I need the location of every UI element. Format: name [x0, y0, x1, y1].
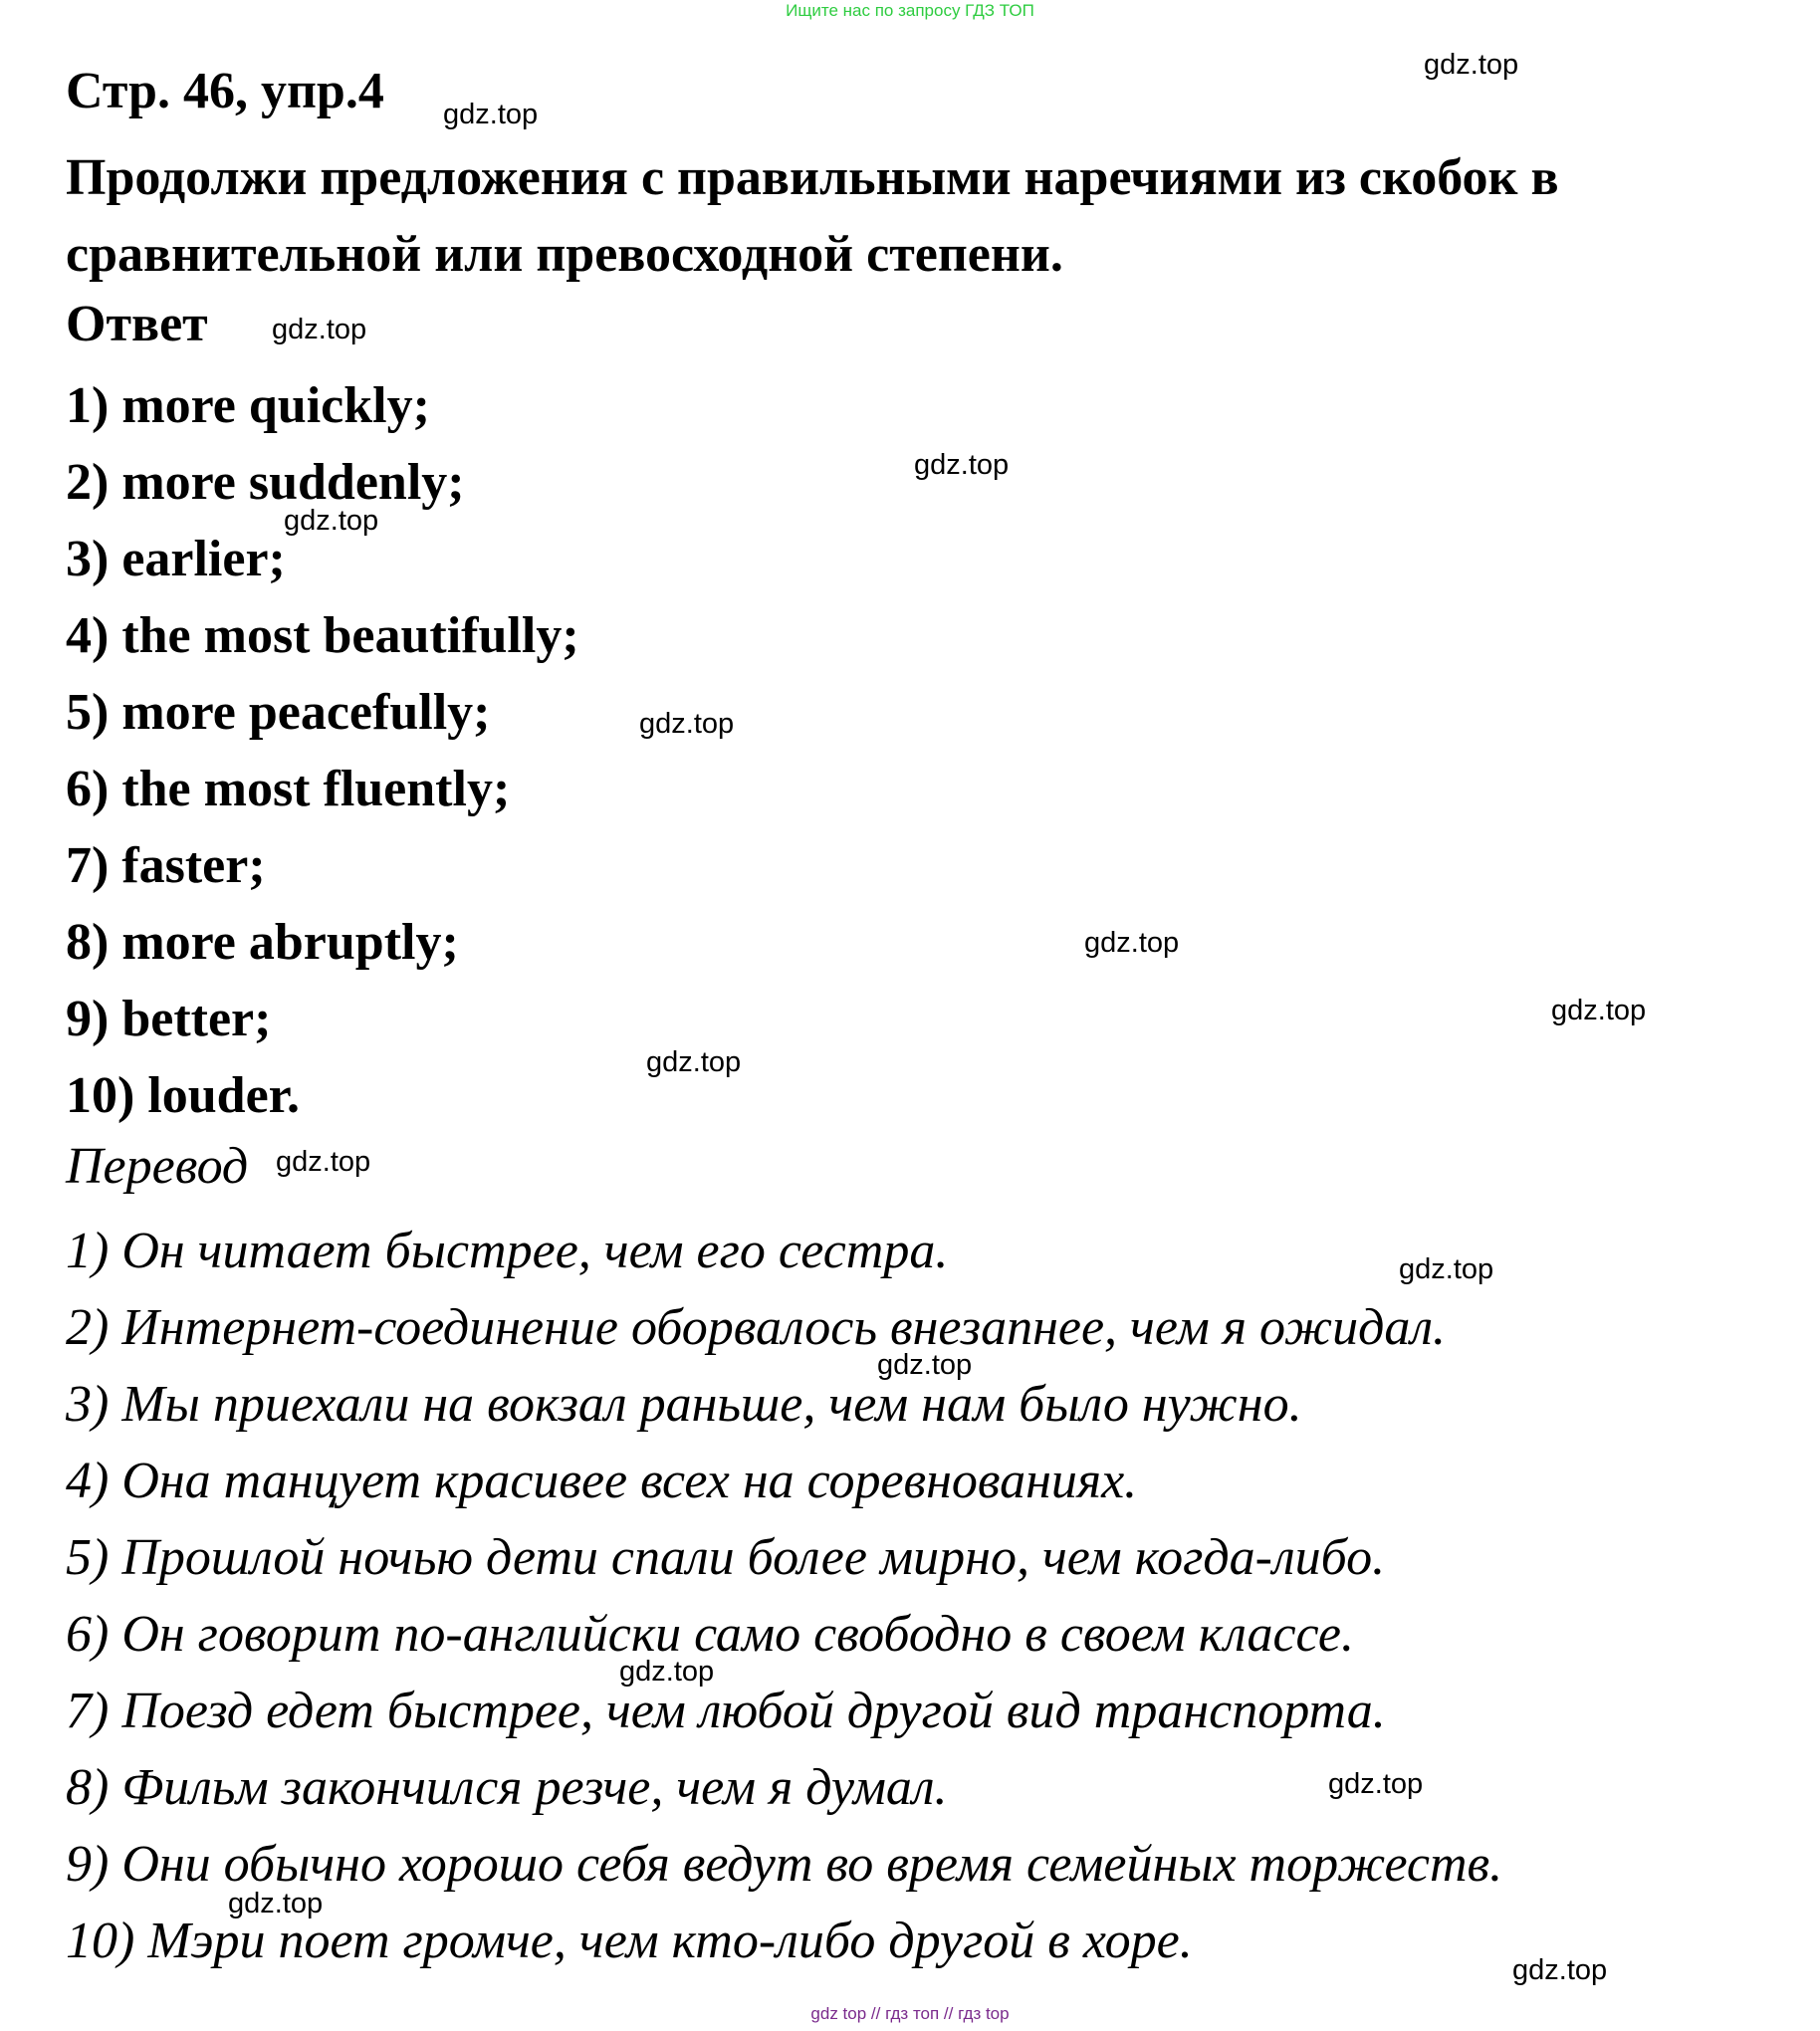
translation-item: 9) Они обычно хорошо себя ведут во время семейных торжеств. — [66, 1836, 1503, 1893]
watermark: gdz.top — [1551, 995, 1647, 1026]
watermark: gdz.top — [1424, 49, 1519, 81]
task-instruction: Продолжи предложения с правильными наречиями из скобок в сравнительной или превосходной степени. — [66, 149, 1559, 283]
translation-item: 3) Мы приехали на вокзал раньше, чем нам было нужно. — [66, 1376, 1302, 1433]
watermark: gdz.top — [1328, 1768, 1424, 1800]
watermark: gdz.top — [443, 99, 539, 130]
watermark: gdz.top — [1084, 927, 1180, 959]
translation-item: 1) Он читает быстрее, чем его сестра. — [66, 1223, 949, 1279]
watermark: gdz.top — [284, 505, 379, 537]
top-banner: Ищите нас по запросу ГДЗ ТОП — [786, 1, 1034, 20]
answer-item: 4) the most beautifully; — [66, 607, 579, 664]
translation-item: 4) Она танцует красивее всех на соревнованиях. — [66, 1453, 1138, 1509]
watermark: gdz.top — [1399, 1253, 1494, 1285]
watermark: gdz.top — [228, 1888, 324, 1919]
answer-item: 7) faster; — [66, 837, 266, 894]
answer-item: 5) more peacefully; — [66, 684, 491, 741]
watermark: gdz.top — [276, 1146, 371, 1178]
watermark: gdz.top — [619, 1656, 715, 1688]
answer-item: 2) more suddenly; — [66, 454, 465, 511]
answer-item: 3) earlier; — [66, 531, 286, 587]
translation-item: 5) Прошлой ночью дети спали более мирно, чем когда-либо. — [66, 1529, 1386, 1586]
page-title: Стр. 46, упр.4 — [66, 63, 384, 119]
translation-item: 6) Он говорит по-английски само свободно в своем классе. — [66, 1606, 1355, 1663]
answer-item: 1) more quickly; — [66, 377, 430, 434]
translation-item: 2) Интернет-соединение оборвалось внезапнее, чем я ожидал. — [66, 1299, 1447, 1356]
footer: gdz top // гдз топ // гдз top — [810, 2004, 1010, 2023]
translation-item: 8) Фильм закончился резче, чем я думал. — [66, 1759, 948, 1816]
answer-item: 8) more abruptly; — [66, 914, 459, 971]
watermark: gdz.top — [914, 449, 1010, 481]
answer-heading: Ответ — [66, 296, 208, 352]
watermark: gdz.top — [877, 1349, 973, 1381]
translation-item: 10) Мэри поет громче, чем кто-либо другой в хоре. — [66, 1913, 1193, 1969]
translation-item: 7) Поезд едет быстрее, чем любой другой вид транспорта. — [66, 1683, 1386, 1739]
watermark: gdz.top — [646, 1046, 742, 1078]
answer-item: 6) the most fluently; — [66, 761, 511, 817]
answer-item: 10) louder. — [66, 1067, 300, 1124]
translation-heading: Перевод — [66, 1138, 249, 1195]
answer-list — [66, 367, 579, 1134]
watermark: gdz.top — [272, 314, 367, 345]
watermark: gdz.top — [1512, 1954, 1608, 1986]
translation-list — [66, 1213, 1502, 1979]
answer-item: 9) better; — [66, 991, 272, 1047]
watermark: gdz.top — [639, 708, 735, 740]
